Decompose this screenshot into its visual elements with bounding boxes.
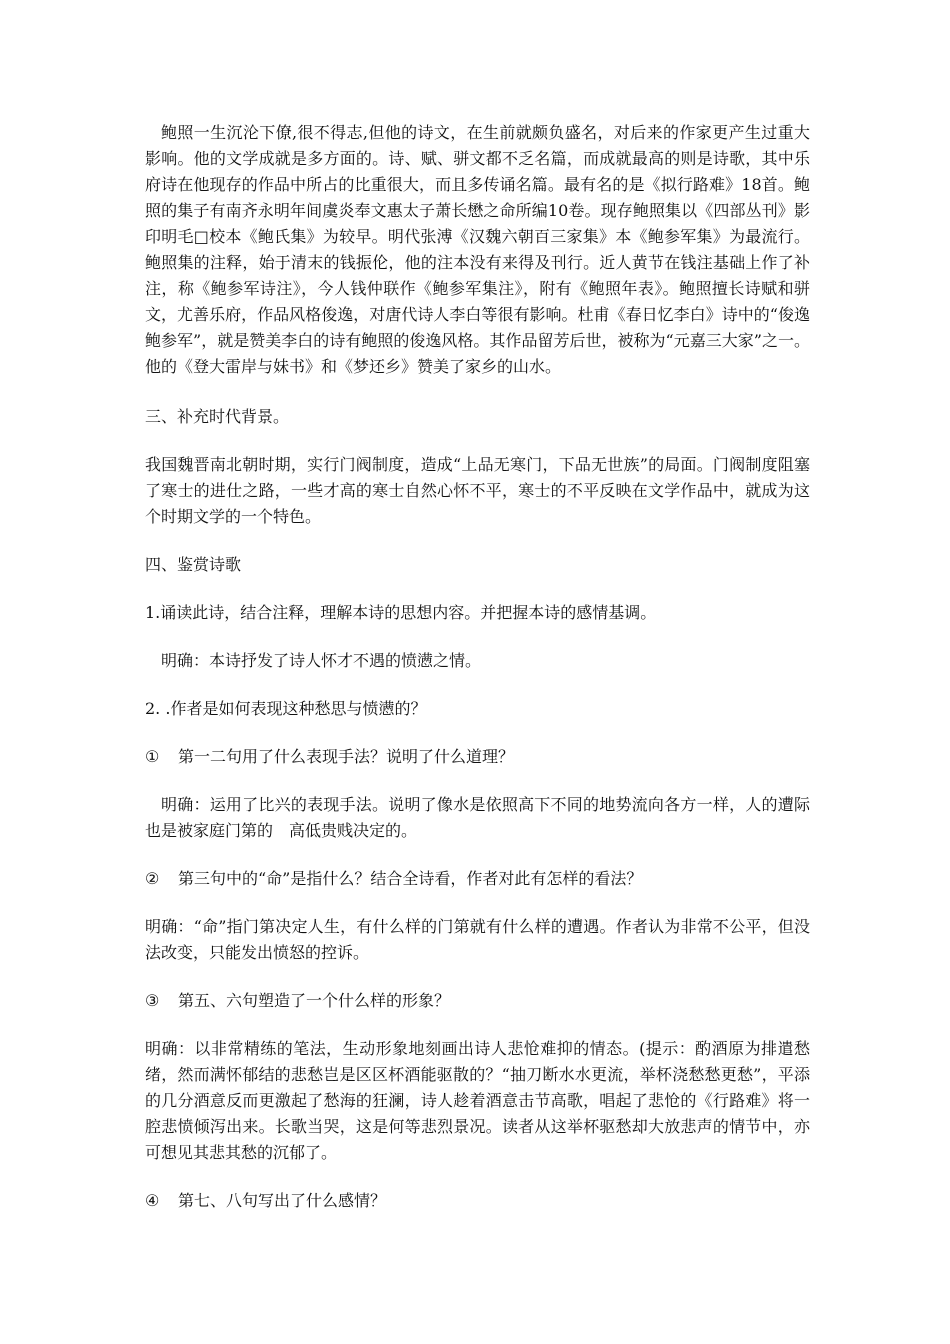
sub-question-1-text: 第一二句用了什么表现手法？说明了什么道理？ — [178, 747, 515, 766]
question-2: 2. .作者是如何表现这种愁思与愤懑的？ — [145, 699, 427, 718]
sub-question-2-text: 第三句中的“命”是指什么？结合全诗看，作者对此有怎样的看法？ — [178, 869, 643, 888]
sub-question-2 — [145, 866, 810, 892]
section-3-paragraph: 我国魏晋南北朝时期，实行门阀制度，造成“上品无寒门，下品无世族”的局面。门阀制度阻塞了寒士的进仕之路，一些才高的寒士自然心怀不平，寒士的不平反映在文学作品中，就成为这个时期文学的一个特色。 — [145, 455, 810, 526]
sub-question-2-number: ② — [145, 869, 160, 888]
sub-answer-3: 明确：以非常精练的笔法，生动形象地刻画出诗人悲怆难抑的情态。(提示：酌酒原为排遣愁绪，然而满怀郁结的悲愁岂是区区杯酒能驱散的？“抽刀断水水更流，举杯浇愁愁更愁”，平添的几分酒意反而更激起了愁海的狂澜，诗人趁着酒意击节高歌，唱起了悲怆的《行路难》将一腔悲愤倾泻出来。长歌当哭，这是何等悲烈景况。读者从这举杯驱愁却大放悲声的情节中，亦可想见其悲其愁的沉郁了。 — [145, 1039, 810, 1162]
sub-question-1 — [145, 744, 810, 770]
sub-question-1-number: ① — [145, 747, 160, 766]
answer-1: 明确：本诗抒发了诗人怀才不遇的愤懑之情。 — [161, 651, 482, 670]
sub-question-4-number: ④ — [145, 1191, 160, 1210]
section-3-heading: 三、补充时代背景。 — [145, 407, 290, 426]
sub-answer-2: 明确：“命”指门第决定人生，有什么样的门第就有什么样的遭遇。作者认为非常不公平，但没法改变，只能发出愤怒的控诉。 — [145, 917, 810, 962]
sub-question-3 — [145, 988, 810, 1014]
sub-question-4 — [145, 1188, 810, 1214]
question-1: 1.诵读此诗，结合注释，理解本诗的思想内容。并把握本诗的感情基调。 — [145, 603, 657, 622]
intro-paragraph: 鲍照一生沉沦下僚,很不得志,但他的诗文，在生前就颇负盛名，对后来的作家更产生过重大影响。他的文学成就是多方面的。诗、赋、骈文都不乏名篇，而成就最高的则是诗歌，其中乐府诗在他现存的作品中所占的比重很大，而且多传诵名篇。最有名的是《拟行路难》18首。鲍照的集子有南齐永明年间虞炎奉文惠太子萧长懋之命所编10卷。现存鲍照集以《四部丛刊》影印明毛□校本《鲍氏集》为较早。明代张溥《汉魏六朝百三家集》本《鲍参军集》为最流行。鲍照集的注释，始于清末的钱振伦，他的注本没有来得及刊行。近人黄节在钱注基础上作了补注，称《鲍参军诗注》，今人钱仲联作《鲍参军集注》，附有《鲍照年表》。鲍照擅长诗赋和骈文，尤善乐府，作品风格俊逸，对唐代诗人李白等很有影响。杜甫《春日忆李白》诗中的“俊逸鲍参军”，就是赞美李白的诗有鲍照的俊逸风格。其作品留芳后世，被称为“元嘉三大家”之一。他的《登大雷岸与妹书》和《梦还乡》赞美了家乡的山水。 — [145, 123, 810, 376]
sub-answer-1: 明确：运用了比兴的表现手法。说明了像水是依照高下不同的地势流向各方一样，人的遭际也是被家庭门第的 高低贵贱决定的。 — [145, 795, 810, 840]
sub-question-3-number: ③ — [145, 991, 160, 1010]
sub-question-3-text: 第五、六句塑造了一个什么样的形象？ — [178, 991, 451, 1010]
section-4-heading: 四、鉴赏诗歌 — [145, 555, 242, 574]
sub-question-4-text: 第七、八句写出了什么感情？ — [178, 1191, 387, 1210]
